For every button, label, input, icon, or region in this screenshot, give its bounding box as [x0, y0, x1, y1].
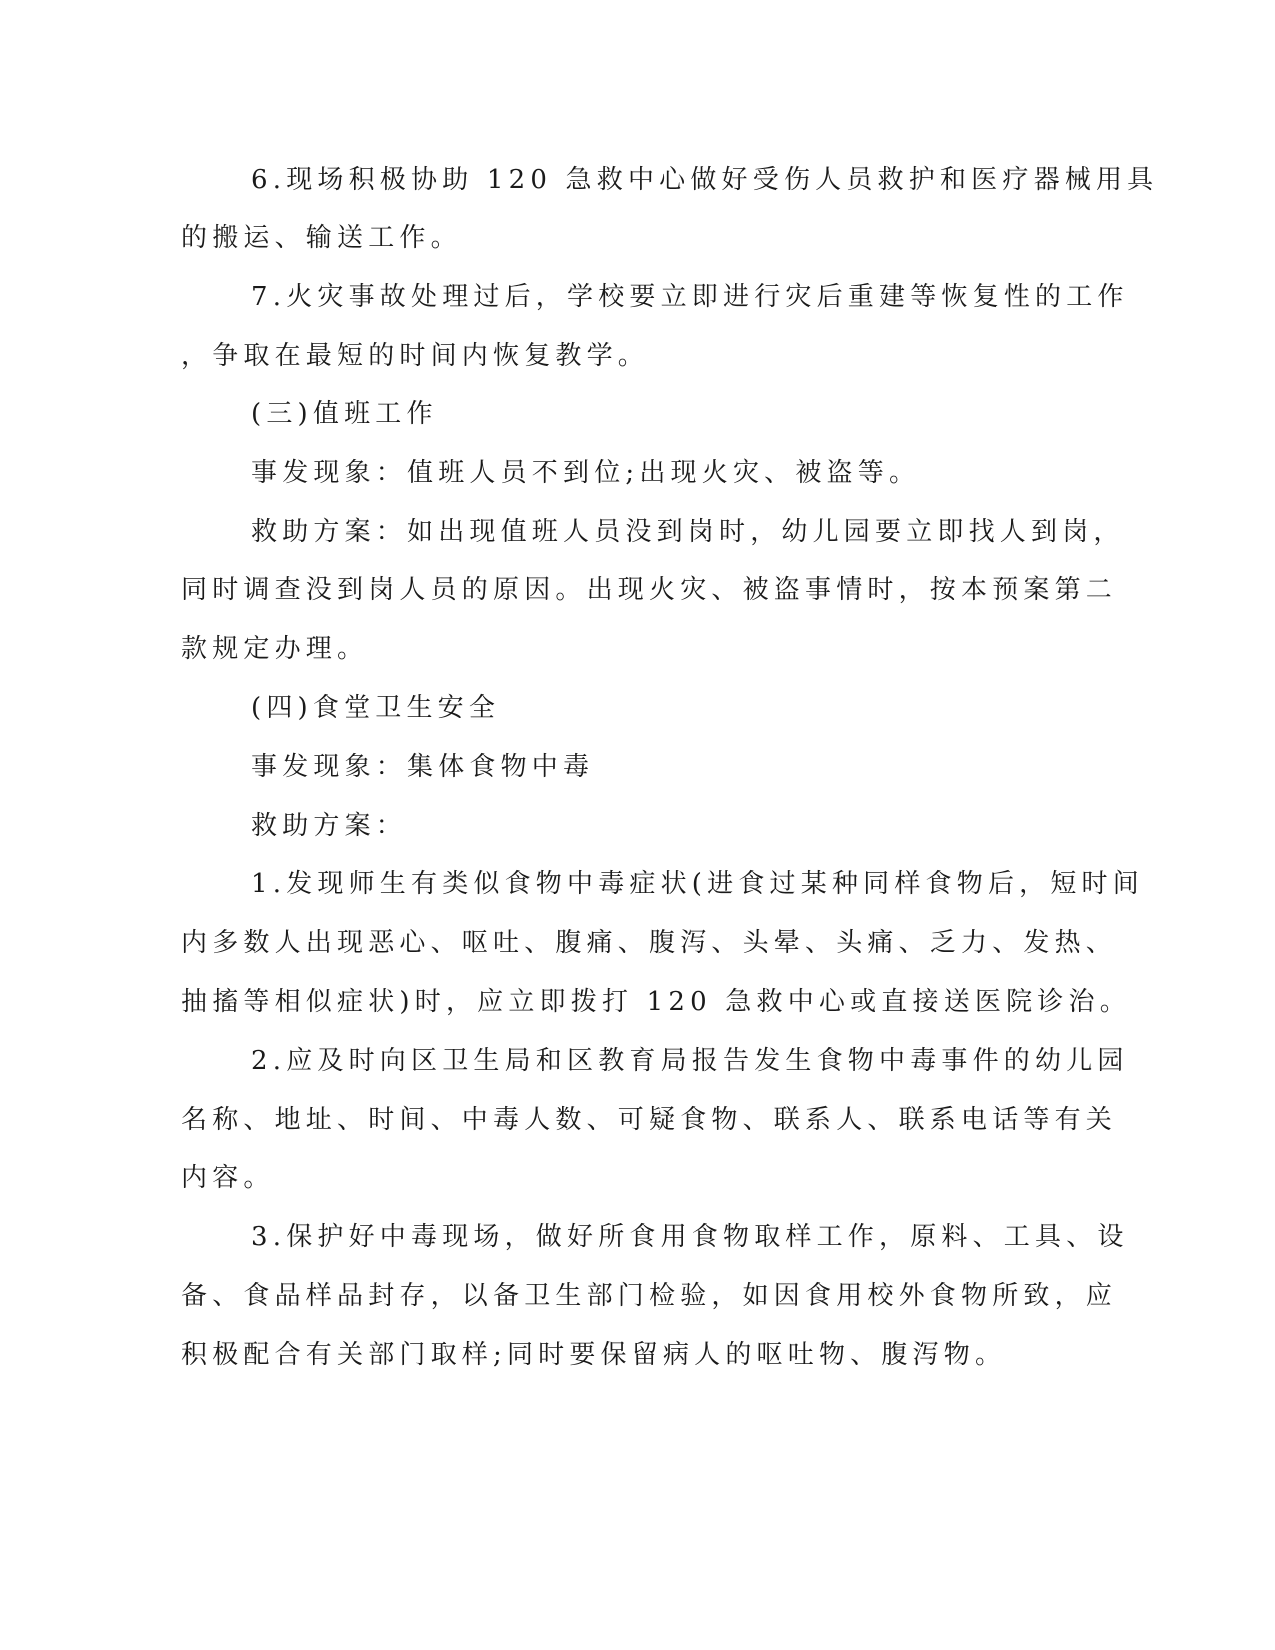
paragraph-line: 2.应及时向区卫生局和区教育局报告发生食物中毒事件的幼儿园: [251, 1046, 1129, 1076]
section-heading: (三)值班工作: [251, 399, 438, 429]
paragraph-line: 名称、地址、时间、中毒人数、可疑食物、联系人、联系电话等有关: [181, 1105, 1118, 1135]
paragraph-line: 内多数人出现恶心、呕吐、腹痛、腹泻、头晕、头痛、乏力、发热、: [181, 928, 1118, 958]
paragraph-line: 的搬运、输送工作。: [181, 223, 462, 253]
paragraph-line: 7.火灾事故处理过后，学校要立即进行灾后重建等恢复性的工作: [251, 282, 1129, 312]
paragraph-line: 事发现象：值班人员不到位;出现火灾、被盗等。: [251, 458, 921, 488]
paragraph-line: ，争取在最短的时间内恢复教学。: [181, 341, 650, 371]
paragraph-line: 积极配合有关部门取样;同时要保留病人的呕吐物、腹泻物。: [181, 1340, 1007, 1370]
section-heading: (四)食堂卫生安全: [251, 693, 501, 723]
paragraph-line: 备、食品样品封存，以备卫生部门检验，如因食用校外食物所致，应: [181, 1281, 1118, 1311]
paragraph-line: 内容。: [181, 1163, 275, 1193]
paragraph-line: 救助方案：如出现值班人员没到岗时，幼儿园要立即找人到岗，: [251, 517, 1125, 547]
paragraph-line: 事发现象：集体食物中毒: [251, 752, 595, 782]
paragraph-line: 同时调查没到岗人员的原因。出现火灾、被盗事情时，按本预案第二: [181, 575, 1118, 605]
paragraph-line: 1.发现师生有类似食物中毒症状(进食过某种同样食物后，短时间: [251, 869, 1144, 899]
paragraph-line: 救助方案：: [251, 811, 408, 841]
paragraph-line: 抽搐等相似症状)时，应立即拨打 120 急救中心或直接送医院诊治。: [181, 987, 1131, 1017]
paragraph-line: 款规定办理。: [181, 634, 369, 664]
paragraph-line: 6.现场积极协助 120 急救中心做好受伤人员救护和医疗器械用具: [251, 165, 1159, 195]
paragraph-line: 3.保护好中毒现场，做好所食用食物取样工作，原料、工具、设: [251, 1222, 1129, 1252]
